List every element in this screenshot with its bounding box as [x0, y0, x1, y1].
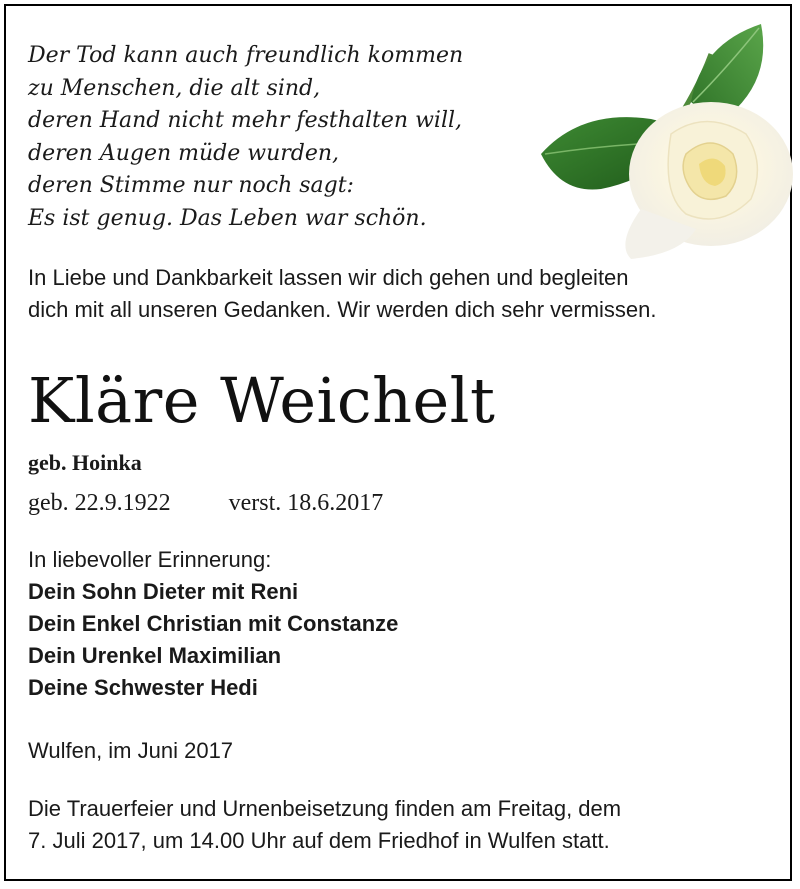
death-date: verst. 18.6.2017: [228, 490, 384, 516]
funeral-line: 7. Juli 2017, um 14.00 Uhr auf dem Friedhof in Wulfen statt.: [28, 828, 610, 853]
poem-line: deren Hand nicht mehr festhalten will,: [28, 108, 463, 133]
maiden-name: geb. Hoinka: [28, 450, 142, 475]
mourner-item: Deine Schwester Hedi: [28, 675, 258, 700]
remembrance-label: In liebevoller Erinnerung:: [28, 547, 272, 572]
intro-line: In Liebe und Dankbarkeit lassen wir dich gehen und begleiten: [28, 265, 629, 290]
place-date: Wulfen, im Juni 2017: [28, 738, 234, 763]
birth-date: geb. 22.9.1922: [28, 490, 171, 516]
poem-line: deren Stimme nur noch sagt:: [28, 173, 354, 198]
funeral-line: Die Trauerfeier und Urnenbeisetzung finden am Freitag, dem: [28, 796, 622, 821]
poem-line: Es ist genug. Das Leben war schön.: [28, 205, 427, 231]
mourners-block: [28, 544, 398, 704]
poem: [28, 40, 548, 235]
poem-line: zu Menschen, die alt sind,: [28, 75, 321, 101]
white-rose-icon: [521, 14, 800, 264]
poem-line: Der Tod kann auch freundlich kommen: [28, 43, 464, 68]
intro-line: dich mit all unseren Gedanken. Wir werden dich sehr vermissen.: [28, 297, 657, 322]
obituary-card: [4, 4, 792, 881]
mourner-item: Dein Urenkel Maximilian: [28, 643, 282, 668]
intro-text: [28, 262, 788, 326]
poem-line: deren Augen müde wurden,: [28, 140, 340, 166]
life-dates: [28, 490, 383, 517]
deceased-name: Kläre Weichelt: [28, 364, 496, 437]
mourner-item: Dein Sohn Dieter mit Reni: [28, 579, 299, 604]
funeral-notice: [28, 793, 621, 857]
mourner-item: Dein Enkel Christian mit Constanze: [28, 611, 399, 636]
